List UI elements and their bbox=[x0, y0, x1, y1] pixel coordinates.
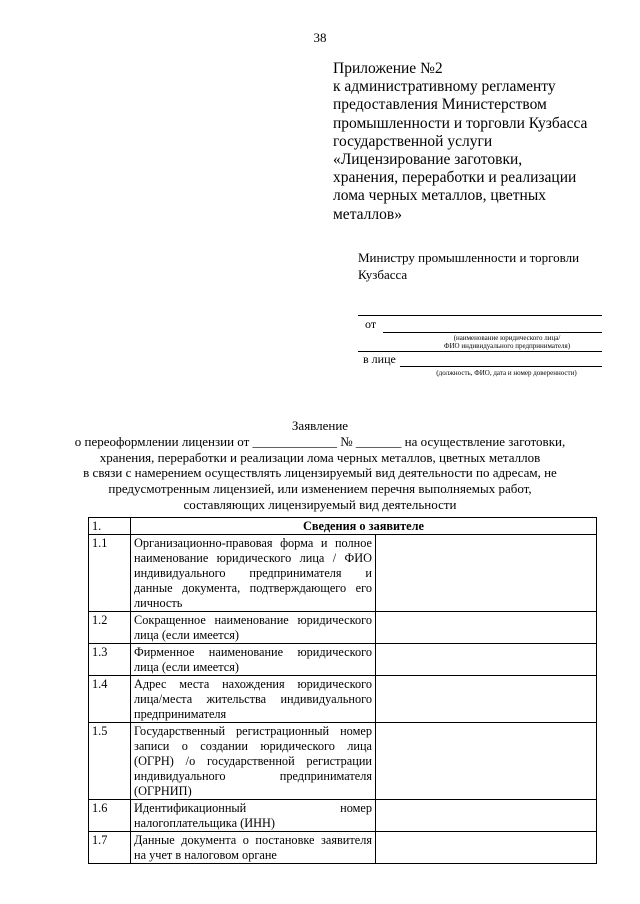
table-row bbox=[89, 800, 597, 832]
row-desc: Идентификационный номер налогоплательщика (ИНН) bbox=[131, 800, 376, 832]
row-desc: Сокращенное наименование юридического лица (если имеется) bbox=[131, 612, 376, 644]
row-value-cell[interactable] bbox=[376, 535, 597, 612]
row-num: 1.5 bbox=[89, 723, 131, 800]
appendix-line: лома черных металлов, цветных bbox=[333, 187, 546, 205]
row-value-cell[interactable] bbox=[376, 612, 597, 644]
person-fill-line[interactable] bbox=[400, 366, 602, 367]
row-desc: Фирменное наименование юридического лица (если имеется) bbox=[131, 644, 376, 676]
row-num: 1.3 bbox=[89, 644, 131, 676]
row-num: 1.1 bbox=[89, 535, 131, 612]
row-desc: Государственный регистрационный номер записи о создании юридического лица (ОГРН) /о государственной регистрации индивидуального предпринимателя (ОГРНИП) bbox=[131, 723, 376, 800]
row-value-cell[interactable] bbox=[376, 676, 597, 723]
table-row bbox=[89, 832, 597, 864]
row-desc: Организационно-правовая форма и полное наименование юридического лица / ФИО индивидуального предпринимателя и данные документа, подтверждающего его личность bbox=[131, 535, 376, 612]
statement-block bbox=[0, 418, 640, 513]
statement-line: о переоформлении лицензии от _____________ № _______ на осуществление заготовки, bbox=[74, 433, 566, 449]
header-num: 1. bbox=[89, 518, 131, 535]
person-label: в лице bbox=[363, 352, 396, 366]
row-desc: Адрес места нахождения юридического лица/места жительства индивидуального предпринимателя bbox=[131, 676, 376, 723]
appendix-line: Приложение №2 bbox=[333, 60, 443, 77]
from-label: от bbox=[365, 317, 377, 331]
appendix-line: хранения, переработки и реализации bbox=[333, 169, 577, 187]
from-fill-line[interactable] bbox=[383, 332, 602, 333]
row-value-cell[interactable] bbox=[376, 800, 597, 832]
statement-line: предусмотренным лицензией, или изменением перечня выполняемых работ, bbox=[108, 481, 532, 497]
appendix-line: предоставления Министерством bbox=[333, 96, 547, 114]
table-row bbox=[89, 535, 597, 612]
page-number: 38 bbox=[313, 30, 327, 45]
row-value-cell[interactable] bbox=[376, 723, 597, 800]
addressee-line: Министру промышленности и торговли bbox=[358, 250, 580, 265]
table-row bbox=[89, 644, 597, 676]
appendix-heading bbox=[333, 60, 613, 224]
row-num: 1.2 bbox=[89, 612, 131, 644]
table-row bbox=[89, 723, 597, 800]
appendix-line: государственной услуги bbox=[333, 132, 493, 150]
from-hint-1: (наименование юридического лица/ bbox=[453, 334, 561, 342]
appendix-line: к административному регламенту bbox=[333, 78, 556, 96]
table-header-row bbox=[89, 518, 597, 535]
addressee-block bbox=[358, 250, 608, 283]
row-value-cell[interactable] bbox=[376, 644, 597, 676]
row-value-cell[interactable] bbox=[376, 832, 597, 864]
statement-line: в связи с намерением осуществлять лицензируемый вид деятельности по адресам, не bbox=[83, 465, 557, 481]
statement-title: Заявление bbox=[291, 418, 349, 433]
table-row bbox=[89, 676, 597, 723]
table-row bbox=[89, 612, 597, 644]
statement-line: составляющих лицензируемый вид деятельности bbox=[183, 496, 457, 512]
blank-line-top bbox=[358, 315, 602, 316]
from-hint-2: ФИО индивидуального предпринимателя) bbox=[443, 342, 571, 350]
addressee-line: Кузбасса bbox=[358, 266, 408, 282]
header-title: Сведения о заявителе bbox=[131, 518, 597, 535]
row-desc: Данные документа о постановке заявителя на учет в налоговом органе bbox=[131, 832, 376, 864]
person-hint: (должность, ФИО, дата и номер доверенности) bbox=[436, 369, 577, 377]
appendix-line: «Лицензирование заготовки, bbox=[333, 151, 523, 169]
statement-line: хранения, переработки и реализации лома черных металлов, цветных металлов bbox=[99, 449, 541, 465]
row-num: 1.6 bbox=[89, 800, 131, 832]
applicant-info-table bbox=[88, 517, 597, 864]
appendix-line: промышленности и торговли Кузбасса bbox=[333, 114, 588, 132]
appendix-line: металлов» bbox=[333, 205, 402, 223]
row-num: 1.4 bbox=[89, 676, 131, 723]
row-num: 1.7 bbox=[89, 832, 131, 864]
